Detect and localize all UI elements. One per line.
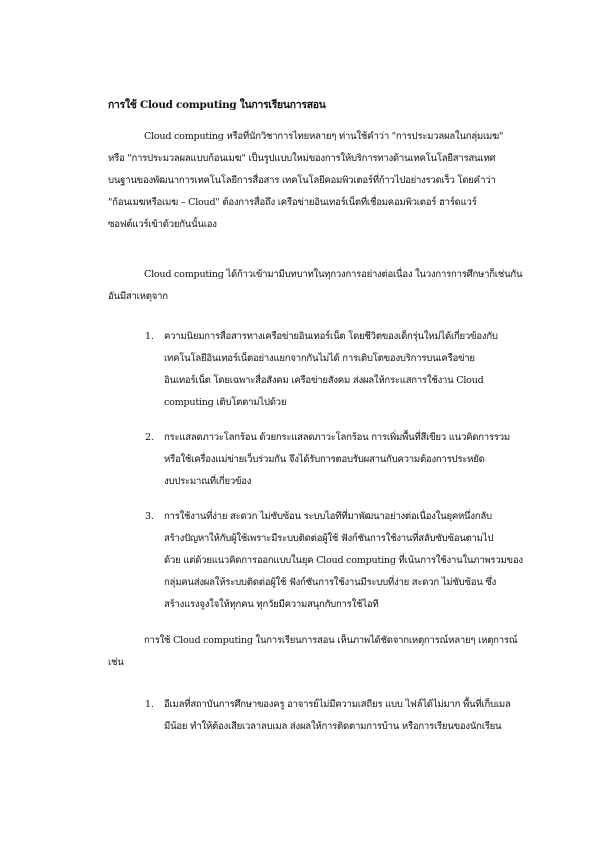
- list-item-line: computing เติบโตตามไปด้วย: [164, 397, 287, 408]
- list-item-line: เทคโนโลยีอินเทอร์เน็ตอย่างแยกจากกันไม่ได้ การเติบโตของบริการบนเครือข่าย: [164, 353, 475, 364]
- paragraph-line: Cloud computing ได้ก้าวเข้ามามีบทบาทในทุกวงการอย่างต่อเนื่อง ในวงการการศึกษาก็เช่นกัน: [144, 269, 523, 280]
- list-item-line: หรือใช้เครื่องแม่ข่ายเว็บร่วมกัน จึงได้รับการตอบรับผสานกับความต้องการประหยัด: [164, 454, 485, 465]
- list-item-line: สร้างแรงจูงใจให้ทุกคน ทุกวัยมีความสนุกกับการใช้ไอที: [164, 599, 379, 610]
- paragraph-line: หรือ "การประมวลผลแบบก้อนเมฆ" เป็นรูปแบบใหม่ของการให้บริการทางด้านเทคโนโลยีสารสนเทศ: [108, 153, 496, 164]
- paragraph-line: บนฐานของพัฒนาการเทคโนโลยีการสื่อสาร เทคโนโลยีคอมพิวเตอร์ที่ก้าวไปอย่างรวดเร็ว โดยคำว่า: [108, 175, 496, 186]
- list-item-line: สร้างปัญหาให้กับผู้ใช้เพราะมีระบบติดต่อผู้ใช้ ฟังก์ชันการใช้งานที่สลับซับซ้อนตามไป: [164, 533, 494, 544]
- paragraph-line: อันมีสาเหตุจาก: [108, 291, 168, 302]
- list-item-line: มีน้อย ทำให้ต้องเสียเวลาลบเมล ส่งผลให้การติดตามการบ้าน หรือการเรียนของนักเรียน: [164, 721, 502, 732]
- list-item-text: [164, 326, 498, 414]
- paragraph-3: [108, 630, 517, 674]
- list-item-number: 3.: [145, 511, 154, 522]
- paragraph-line: "ก้อนเมฆหรือเมฆ – Cloud" ต้องการสื่อถึง เครือข่ายอินเทอร์เน็ตที่เชื่อมคอมพิวเตอร์ ฮาร์ดแวร์: [108, 197, 477, 208]
- paragraph-line: การใช้ Cloud computing ในการเรียนการสอน เห็นภาพได้ชัดจากเหตุการณ์หลายๆ เหตุการณ์: [144, 635, 518, 646]
- list-item-text: [164, 506, 523, 616]
- list-item-number: 2.: [145, 432, 154, 443]
- paragraph-line: Cloud computing หรือที่นักวิชาการไทยหลายๆ ท่านใช้คำว่า "การประมวลผลในกลุ่มเมฆ": [144, 131, 504, 142]
- document-heading: การใช้ Cloud computing ในการเรียนการสอน: [108, 99, 326, 111]
- list-item-line: อินเทอร์เน็ต โดยเฉพาะสื่อสังคม เครือข่ายสังคม ส่งผลให้กระแสการใช้งาน Cloud: [164, 375, 484, 386]
- list-item-text: [164, 694, 511, 738]
- list-item-number: 1.: [145, 331, 154, 342]
- list-item-line: ความนิยมการสื่อสารทางเครือข่ายอินเทอร์เน็ต โดยชีวิตของเด็กรุ่นใหม่ได้เกี่ยวข้องกับ: [164, 331, 498, 342]
- list-item-line: อีเมลที่สถาบันการศึกษาของครู อาจารย์ไม่มีความเสถียร แบบ ไฟล์ได้ไม่มาก พื้นที่เก็บเมล: [164, 699, 511, 710]
- paragraph-1: [108, 126, 503, 236]
- list-item-line: กลุ่มคนส่งผลให้ระบบติดต่อผู้ใช้ ฟังก์ชันการใช้งานมีระบบที่ง่าย สะดวก ไม่ซับซ้อน ซึ่ง: [164, 577, 497, 588]
- list-item-text: [164, 427, 510, 493]
- paragraph-line: เช่น: [108, 657, 124, 668]
- list-item-number: 1.: [145, 699, 154, 710]
- list-item-line: กระแสลดภาวะโลกร้อน ด้วยกระแสลดภาวะโลกร้อน การเพิ่มพื้นที่สีเขียว แนวคิดการรวม: [164, 432, 510, 443]
- paragraph-line: ซอฟต์แวร์เข้าด้วยกันนั้นเอง: [108, 219, 217, 230]
- list-item-line: งบประมาณที่เกี่ยวข้อง: [164, 476, 252, 487]
- list-item-line: การใช้งานที่ง่าย สะดวก ไม่ซับซ้อน ระบบไอทีที่มาพัฒนาอย่างต่อเนื่องในยุคหนึ่งกลับ: [164, 511, 492, 522]
- paragraph-2: [108, 264, 522, 308]
- list-item-line: ด้วย แต่ด้วยแนวคิดการออกแบบในยุค Cloud computing ที่เน้นการใช้งานในภาพรวมของ: [164, 555, 523, 566]
